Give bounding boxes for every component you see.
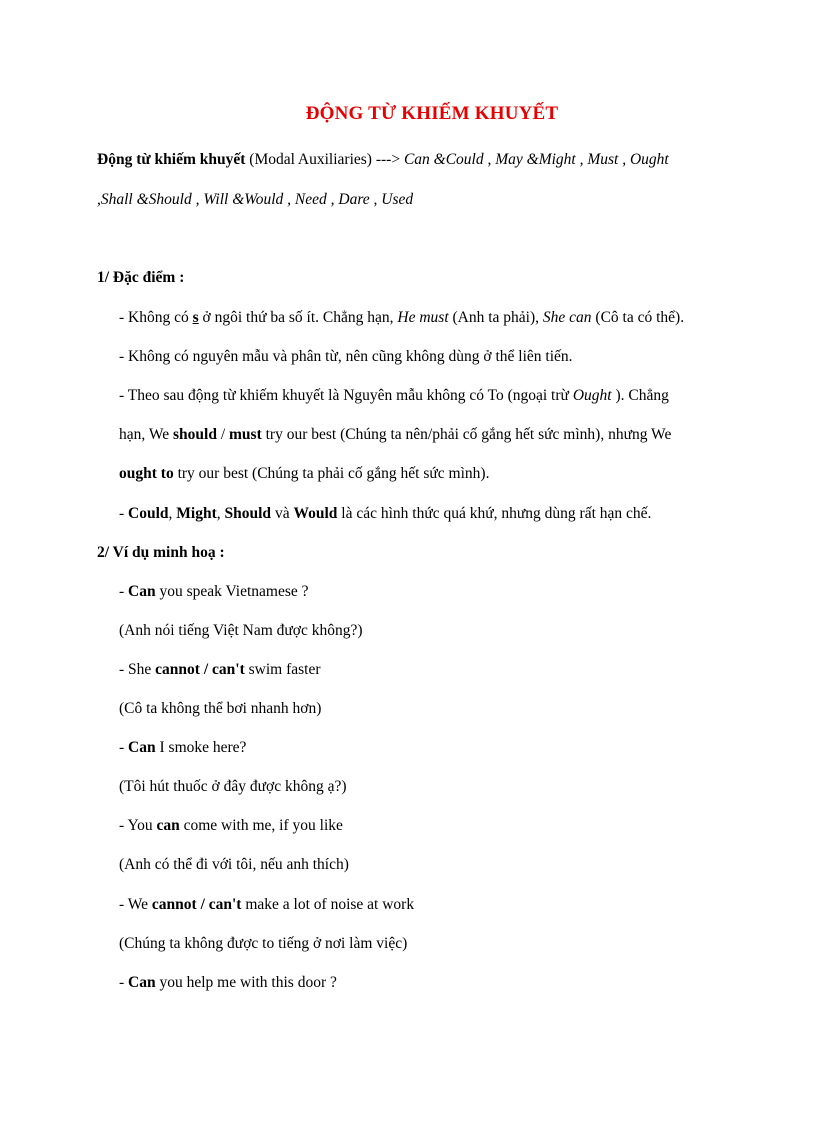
feature-3-cont-2: ought to try our best (Chúng ta phải cố gắng hết sức mình). [119,465,490,482]
example-2: - She cannot / can't swim faster [119,661,321,678]
translation-4: (Anh có thể đi với tôi, nếu anh thích) [119,856,349,873]
example-3: - Can I smoke here? [119,739,247,756]
section-2-heading: 2/ Ví dụ minh hoạ : [97,544,225,561]
translation-5: (Chúng ta không được to tiếng ở nơi làm việc) [119,935,408,952]
translation-2: (Cô ta không thể bơi nhanh hơn) [119,700,322,717]
feature-2: - Không có nguyên mẫu và phân từ, nên cũng không dùng ở thể liên tiến. [119,348,573,365]
feature-1: - Không có s ở ngôi thứ ba số ít. Chẳng hạn, He must (Anh ta phải), She can (Cô ta có thể). [119,309,685,326]
translation-1: (Anh nói tiếng Việt Nam được không?) [119,622,363,639]
intro-line-2 [97,190,413,210]
page-title: ĐỘNG TỪ KHIẾM KHUYẾT [305,103,559,124]
feature-3-cont: hạn, We should / must try our best (Chúng ta nên/phải cố gắng hết sức mình), nhưng We [119,426,672,443]
translation-3: (Tôi hút thuốc ở đây được không ạ?) [119,778,347,795]
modal-list-1: Can &Could , May &Might , Must , Ought [403,151,669,168]
section-1-heading: 1/ Đặc điểm : [97,269,185,286]
example-5: - We cannot / can't make a lot of noise at work [119,896,415,913]
example-1: - Can you speak Vietnamese ? [119,583,309,600]
feature-4: - Could, Might, Should và Would là các hình thức quá khứ, nhưng dùng rất hạn chế. [119,505,652,522]
intro-term: Động từ khiếm khuyết [97,151,246,168]
example-4: - You can come with me, if you like [119,817,343,834]
example-6: - Can you help me with this door ? [119,974,337,991]
modal-list-2: ,Shall &Should , Will &Would , Need , Dare , Used [97,191,414,208]
intro-line-1: Động từ khiếm khuyết (Modal Auxiliaries) ---> Can &Could , May &Might , Must , Ought [97,151,669,168]
feature-3: - Theo sau động từ khiếm khuyết là Nguyên mẫu không có To (ngoại trừ Ought ). Chẳng [119,387,669,404]
